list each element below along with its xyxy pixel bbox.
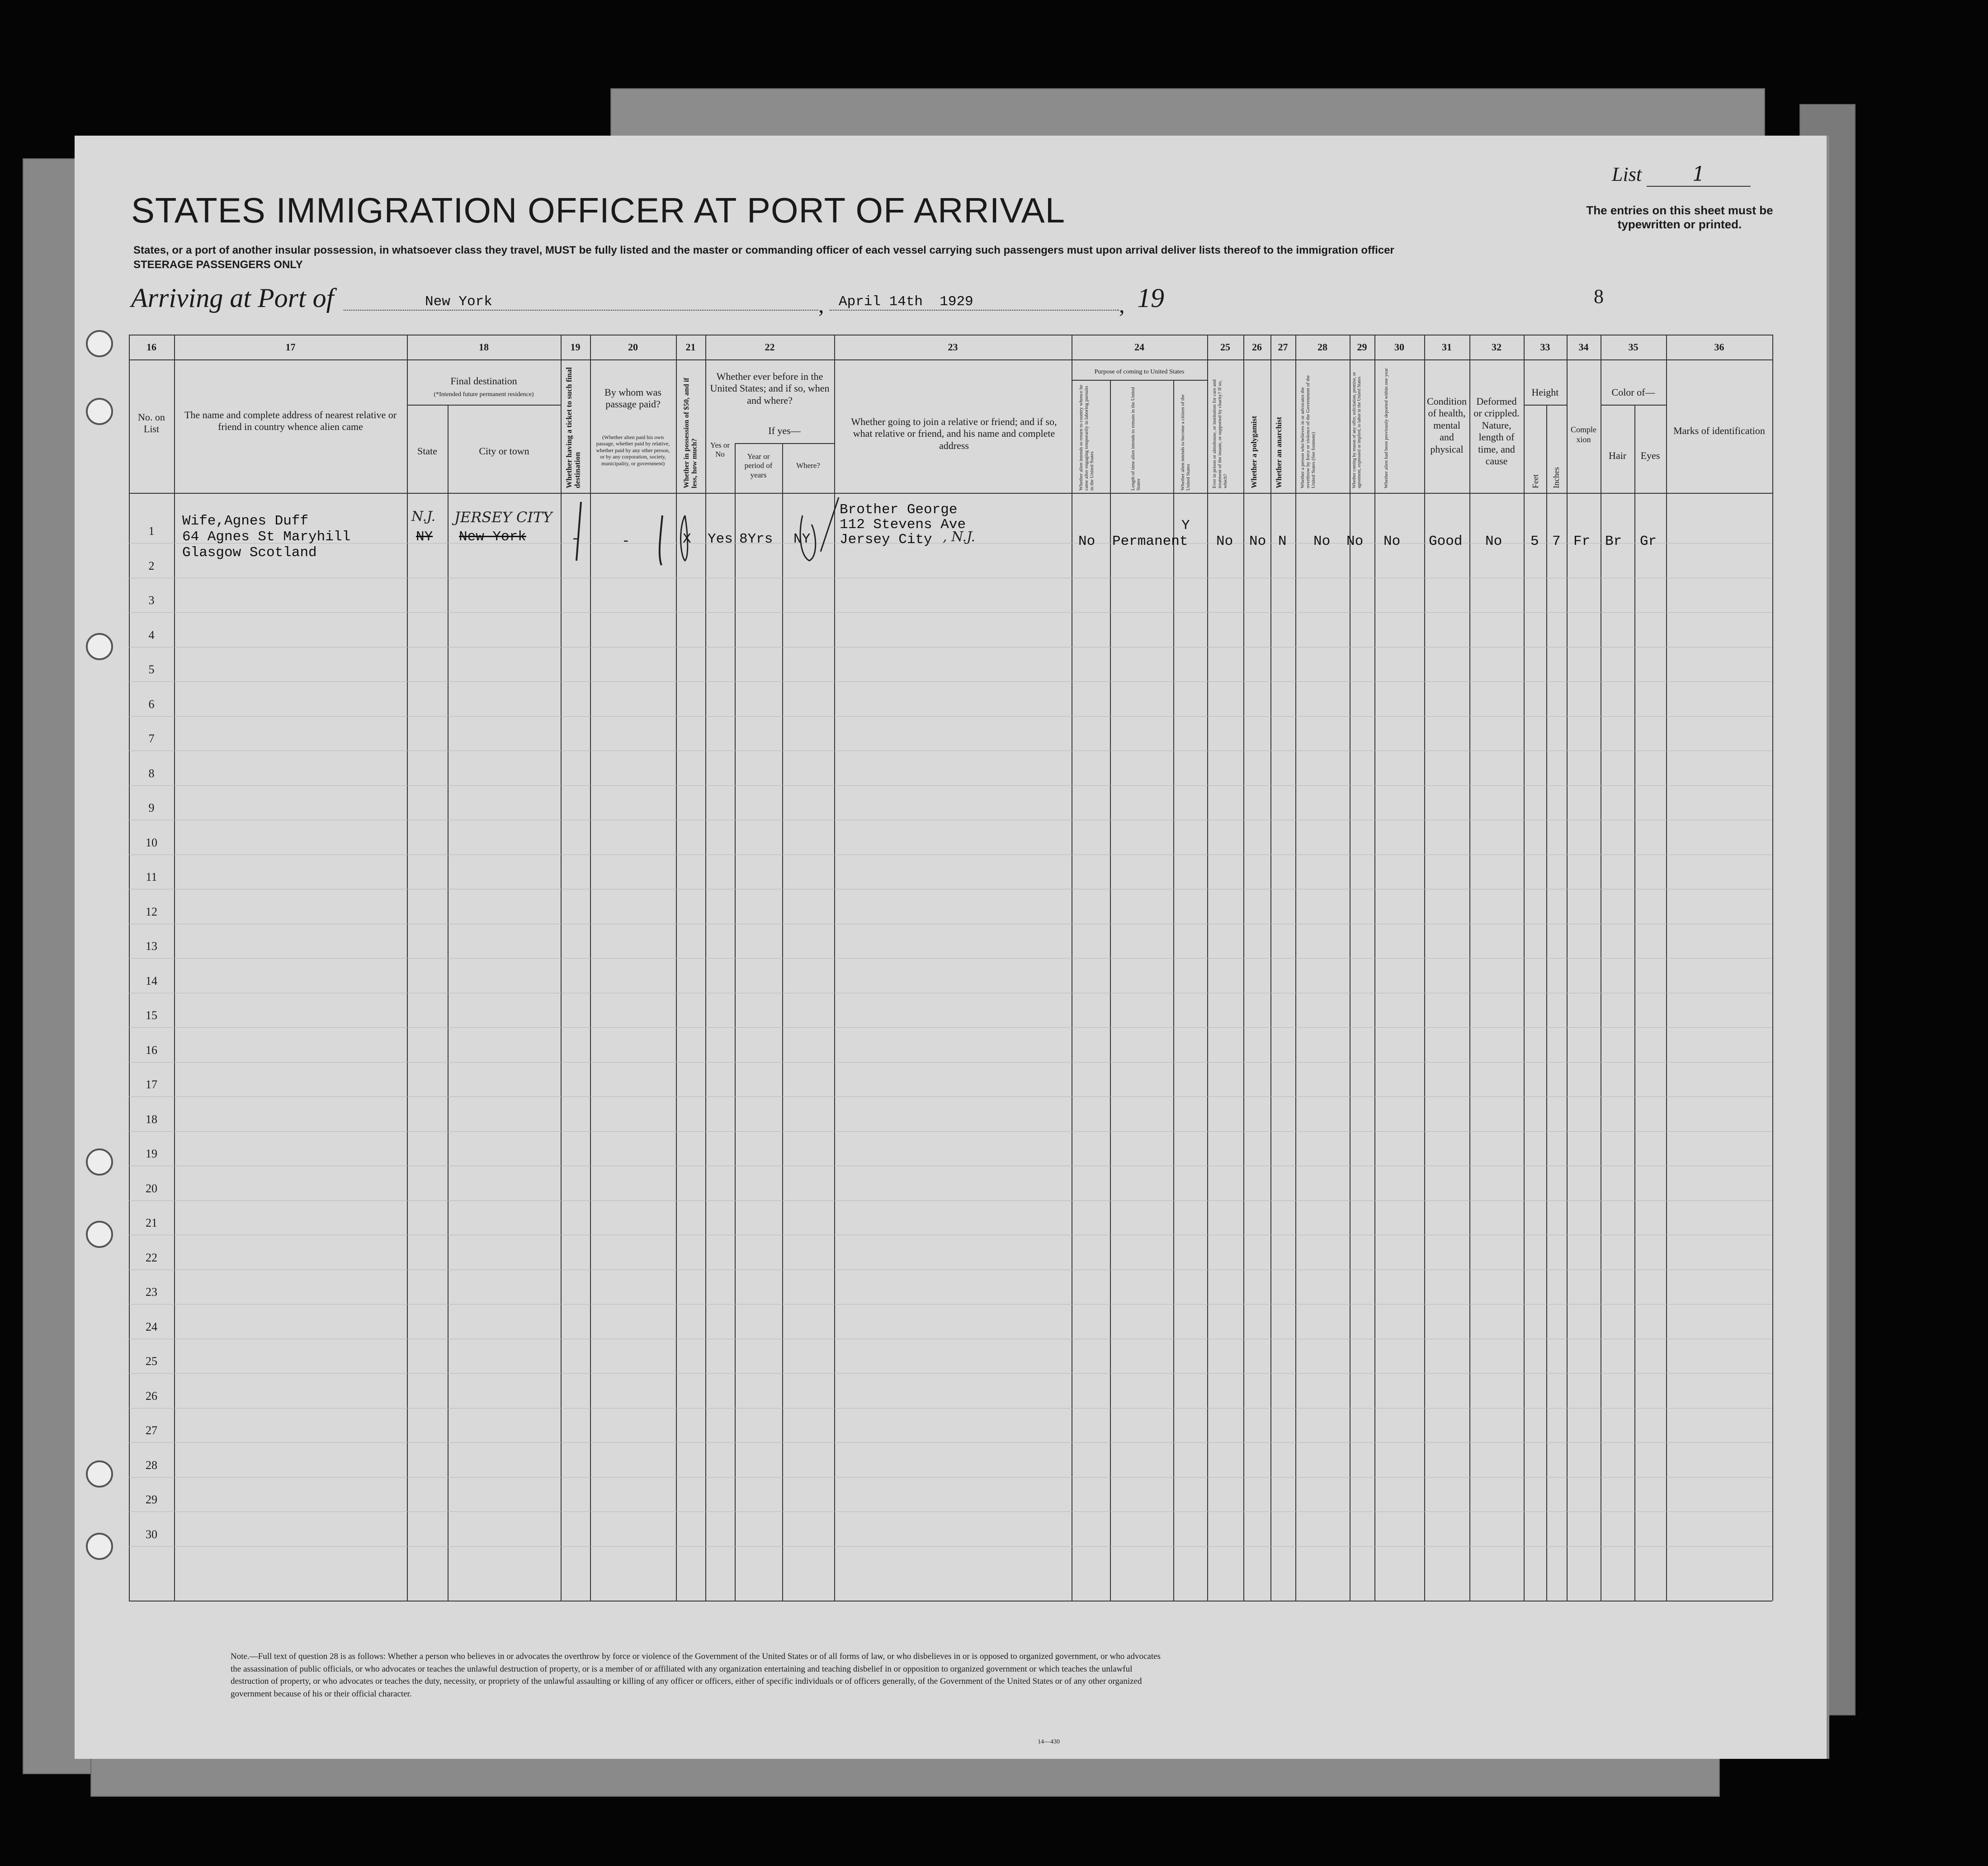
col-sep xyxy=(1110,380,1111,1601)
column-number-divider xyxy=(129,359,1772,360)
colnum-23: 23 xyxy=(948,341,958,353)
subhdr-color xyxy=(1601,405,1666,406)
colnum-31: 31 xyxy=(1442,341,1452,353)
row-number: 11 xyxy=(146,870,157,883)
row-rule xyxy=(129,1442,1772,1443)
relative-line-1: Wife,Agnes Duff xyxy=(182,513,309,529)
colnum-25: 25 xyxy=(1220,341,1230,353)
hdr-no-on-list: No. on List xyxy=(138,411,165,435)
header-bottom-border xyxy=(129,493,1772,494)
list-value: 1 xyxy=(1647,163,1751,187)
comma: , xyxy=(1119,292,1125,317)
subhdr-ifyes xyxy=(735,443,834,444)
row-rule xyxy=(129,1096,1772,1097)
footnote: Note.—Full text of question 28 is as follows: Whether a person who believes in or advocates the overthrow by force or violence of the Government of the United States or of all forms of law, or who disbelieves in or is opposed to organized government, or who advocates the assassination of public officials, or who advocates or teaches the unlawful destruction of property, or is a member of or affiliated with any organization entertaining and teaching disbelief in or opposition to organized government or which teaches the unlawful destruction of property, or who advocates or teaches the duty, necessity, or propriety of the unlawful assaulting or killing of any officer or officers, either of specific individuals or of officers generally, of the Government of the United States or of any other organized government because of his or their official character. xyxy=(231,1652,1161,1699)
hdr-purpose-length: Length of time alien intends to remain in the United States xyxy=(1130,387,1142,491)
health-value: Good xyxy=(1429,534,1463,549)
colnum-18: 18 xyxy=(479,341,489,353)
row-number: 5 xyxy=(148,663,155,676)
relative-line-2: 64 Agnes St Maryhill xyxy=(182,529,351,545)
hdr-deported: Whether alien had been previously deported within one year xyxy=(1384,368,1389,488)
polygamist-value: No xyxy=(1249,534,1266,549)
manifest-sheet xyxy=(75,136,1829,1759)
hdr-where: Where? xyxy=(796,461,820,470)
hdr-passage-paid: By whom was passage paid? xyxy=(604,387,661,410)
years-value: 8Yrs xyxy=(739,531,773,547)
col-sep xyxy=(1567,335,1568,1601)
comma: , xyxy=(818,292,824,317)
col-sep xyxy=(1424,335,1425,1601)
row-rule xyxy=(129,785,1772,786)
length-value: Permanent xyxy=(1112,534,1188,549)
row-number: 14 xyxy=(146,974,157,987)
row-number: 1 xyxy=(148,524,155,538)
hdr-polygamist: Whether a polygamist xyxy=(1250,416,1258,488)
row-rule xyxy=(129,1477,1772,1478)
row-rule xyxy=(129,681,1772,682)
row-number: 26 xyxy=(146,1389,157,1403)
row-rule xyxy=(129,1131,1772,1132)
eyes-value: Gr xyxy=(1640,534,1657,549)
date-value: April 14th 1929 xyxy=(839,294,973,310)
subhdr-height xyxy=(1524,405,1567,406)
hdr-health: Condition of health, mental and physical xyxy=(1426,396,1467,455)
port-underline xyxy=(344,310,818,311)
complexion-value: Fr xyxy=(1573,534,1591,549)
row-number: 6 xyxy=(148,698,155,711)
row-number: 4 xyxy=(148,628,155,642)
hdr-purpose-citizen: Whether alien intends to become a citizen of the United States xyxy=(1180,394,1191,491)
hdr-offer: Whether coming by reason of any offer, solicitation, promise, or agreement, expressed or implied, to labor in the United States xyxy=(1352,372,1362,488)
year-prefix: 19 xyxy=(1137,283,1164,313)
row-number: 18 xyxy=(146,1113,157,1126)
col-sep xyxy=(129,335,130,1601)
row-number: 7 xyxy=(148,732,155,745)
hdr-final-destination: Final destination xyxy=(450,375,517,387)
hdr-going-to-join: Whether going to join a relative or friend; and if so, what relative or friend, and his name and complete address xyxy=(851,416,1057,451)
page-title: STATES IMMIGRATION OFFICER AT PORT OF ARRIVAL xyxy=(131,190,1066,230)
hdr-marks: Marks of identification xyxy=(1673,425,1765,436)
row-number: 23 xyxy=(146,1285,157,1299)
colnum-24: 24 xyxy=(1134,341,1144,353)
row-rule xyxy=(129,612,1772,613)
port-value: New York xyxy=(425,294,492,310)
subhdr-final-dest xyxy=(407,405,561,406)
prison-value: No xyxy=(1216,534,1233,549)
colnum-34: 34 xyxy=(1578,341,1589,353)
hdr-final-destination-note: (*Intended future permanent residence) xyxy=(434,391,534,398)
paid-by-value: - xyxy=(622,534,630,549)
hdr-deformed: Deformed or crippled. Nature, length of time, and cause xyxy=(1473,396,1520,467)
deformed-value: No xyxy=(1485,534,1502,549)
citizen-value: Y xyxy=(1181,518,1190,534)
colnum-16: 16 xyxy=(146,341,156,353)
punch-hole xyxy=(86,330,113,357)
col-sep xyxy=(735,443,736,1601)
row-number: 15 xyxy=(146,1009,157,1022)
return-value: No xyxy=(1078,534,1096,549)
row-number: 17 xyxy=(146,1078,157,1091)
hdr-hair: Hair xyxy=(1608,450,1627,461)
colnum-19: 19 xyxy=(570,341,581,353)
col-sep xyxy=(1374,335,1375,1601)
form-code: 14—430 xyxy=(1038,1738,1060,1745)
punch-hole xyxy=(86,1221,113,1248)
colnum-28: 28 xyxy=(1317,341,1327,353)
advocates-value: No xyxy=(1313,534,1331,549)
hdr-year-period: Year or period of years xyxy=(744,452,773,479)
state-handwritten: N.J. xyxy=(411,509,436,524)
hdr-inches: Inches xyxy=(1552,467,1561,488)
row-number: 3 xyxy=(148,594,155,607)
join-line-3: Jersey City xyxy=(840,532,932,548)
handwritten-marks xyxy=(549,488,848,588)
hdr-anarchist: Whether an anarchist xyxy=(1275,416,1283,488)
row-rule xyxy=(129,716,1772,717)
colnum-33: 33 xyxy=(1540,341,1550,353)
hdr-if-yes: If yes— xyxy=(768,425,801,436)
col-sep xyxy=(782,443,783,1601)
row-number: 27 xyxy=(146,1424,157,1437)
col-sep xyxy=(407,335,408,1601)
row-rule xyxy=(129,1062,1772,1063)
colnum-35: 35 xyxy=(1628,341,1639,353)
city-handwritten: JERSEY CITY xyxy=(454,509,552,526)
offer-value: No xyxy=(1346,534,1364,549)
row-number: 10 xyxy=(146,836,157,849)
hdr-height: Height xyxy=(1531,387,1559,398)
hdr-feet: Feet xyxy=(1531,474,1540,488)
before-us-value: Yes xyxy=(708,531,733,547)
row-rule xyxy=(129,1027,1772,1028)
hdr-fifty-dollars: Whether in possession of $50, and if less, how much? xyxy=(683,378,699,488)
hdr-eyes: Eyes xyxy=(1640,450,1660,461)
city-typed: New York xyxy=(459,529,526,545)
page-number: 8 xyxy=(1594,285,1604,307)
col-sep xyxy=(1207,335,1208,1601)
col-sep xyxy=(1270,335,1271,1601)
colnum-36: 36 xyxy=(1714,341,1724,353)
hdr-state: State xyxy=(417,445,437,457)
fifty-value: X xyxy=(683,531,691,547)
col-sep xyxy=(1666,335,1667,1601)
col-sep xyxy=(1243,335,1244,1601)
hdr-complexion: Complexion xyxy=(1571,425,1596,444)
colnum-20: 20 xyxy=(628,341,638,353)
row-rule xyxy=(129,1373,1772,1374)
row-rule xyxy=(129,958,1772,959)
hdr-ticket: Whether having a ticket to such final destination xyxy=(565,367,582,488)
col-sep xyxy=(448,405,449,1601)
col-sep xyxy=(1772,335,1773,1601)
colnum-17: 17 xyxy=(285,341,296,353)
col-sep xyxy=(1173,380,1174,1601)
relative-line-3: Glasgow Scotland xyxy=(182,545,317,561)
col-sep xyxy=(1546,405,1547,1601)
arriving-label: Arriving at Port of xyxy=(131,283,334,313)
hdr-city: City or town xyxy=(479,445,529,457)
hdr-purpose: Purpose of coming to United States xyxy=(1094,368,1185,375)
row-rule xyxy=(129,1200,1772,1201)
join-line-2: 112 Stevens Ave xyxy=(840,517,966,533)
colnum-30: 30 xyxy=(1394,341,1404,353)
row-number: 24 xyxy=(146,1320,157,1333)
colnum-21: 21 xyxy=(685,341,696,353)
list-label-text: List xyxy=(1612,163,1642,185)
colnum-27: 27 xyxy=(1278,341,1288,353)
header-line-2: STEERAGE PASSENGERS ONLY xyxy=(133,259,303,271)
colnum-22: 22 xyxy=(765,341,775,353)
punch-hole xyxy=(86,398,113,425)
row-rule xyxy=(129,1546,1772,1547)
hdr-nearest-relative: The name and complete address of nearest relative or friend in country whence alien came xyxy=(184,409,397,433)
entries-note: The entries on this sheet must be typewritten or printed. xyxy=(1586,203,1773,231)
hdr-color-of: Color of— xyxy=(1611,387,1655,398)
col-sep xyxy=(1295,335,1296,1601)
anarchist-value: N xyxy=(1278,534,1287,549)
where-value: NY xyxy=(793,531,811,547)
col-sep xyxy=(1350,335,1351,1601)
hdr-yes-no: Yes or No xyxy=(710,441,730,459)
row-number: 30 xyxy=(146,1528,157,1541)
hdr-prison: Ever in prison or almshouse, or institution for care and treatment of the insane, or supported by charity? If so, which? xyxy=(1212,379,1228,488)
row-number: 12 xyxy=(146,905,157,918)
punch-hole xyxy=(86,633,113,660)
join-handwritten: , N.J. xyxy=(943,529,976,545)
row-number: 13 xyxy=(146,940,157,953)
row-number: 8 xyxy=(148,767,155,780)
deported-value: No xyxy=(1384,534,1401,549)
row-number: 25 xyxy=(146,1355,157,1368)
hdr-purpose-return: Whether alien intends to return to country whence he came after engaging temporarily in laboring pursuits in the United States xyxy=(1078,385,1095,491)
col-sep xyxy=(1469,335,1470,1601)
hdr-passage-paid-note: (Whether alien paid his own passage, whether paid by relative, whether paid by any other person, or by any corporation, society, municipality, or government) xyxy=(596,434,670,467)
date-underline xyxy=(830,310,1119,311)
colnum-26: 26 xyxy=(1252,341,1262,353)
state-typed: NY xyxy=(416,529,433,545)
list-label xyxy=(1612,163,1751,187)
header-line-1: States, or a port of another insular possession, in whatsoever class they travel, MUST be fully listed and the master or commanding officer of each vessel carrying such passengers must upon arrival deliver lists thereof to the immigration officer xyxy=(133,244,1394,256)
row-number: 9 xyxy=(148,801,155,814)
row-number: 28 xyxy=(146,1459,157,1472)
row-number: 2 xyxy=(148,559,155,572)
punch-hole xyxy=(86,1148,113,1176)
colnum-29: 29 xyxy=(1357,341,1367,353)
inches-value: 7 xyxy=(1552,534,1561,549)
row-number: 19 xyxy=(146,1147,157,1160)
row-number: 21 xyxy=(146,1216,157,1229)
punch-hole xyxy=(86,1533,113,1560)
hdr-advocates: Whether a person who believes in or advocates the overthrow by force or violence of the Government of the United States (See footnote) xyxy=(1300,375,1317,488)
col-sep xyxy=(174,335,175,1601)
col-sep xyxy=(1634,405,1635,1601)
feet-value: 5 xyxy=(1530,534,1539,549)
row-number: 16 xyxy=(146,1044,157,1057)
row-number: 20 xyxy=(146,1182,157,1195)
punch-hole xyxy=(86,1460,113,1488)
hdr-ever-before: Whether ever before in the United States; and if so, when and where? xyxy=(710,371,830,406)
hair-value: Br xyxy=(1605,534,1622,549)
col-sep xyxy=(1524,335,1525,1601)
ticket-value: - xyxy=(571,531,580,547)
row-number: 22 xyxy=(146,1251,157,1264)
subhdr-purpose xyxy=(1072,380,1207,381)
row-number: 29 xyxy=(146,1493,157,1506)
colnum-32: 32 xyxy=(1492,341,1502,353)
join-line-1: Brother George xyxy=(840,502,958,518)
